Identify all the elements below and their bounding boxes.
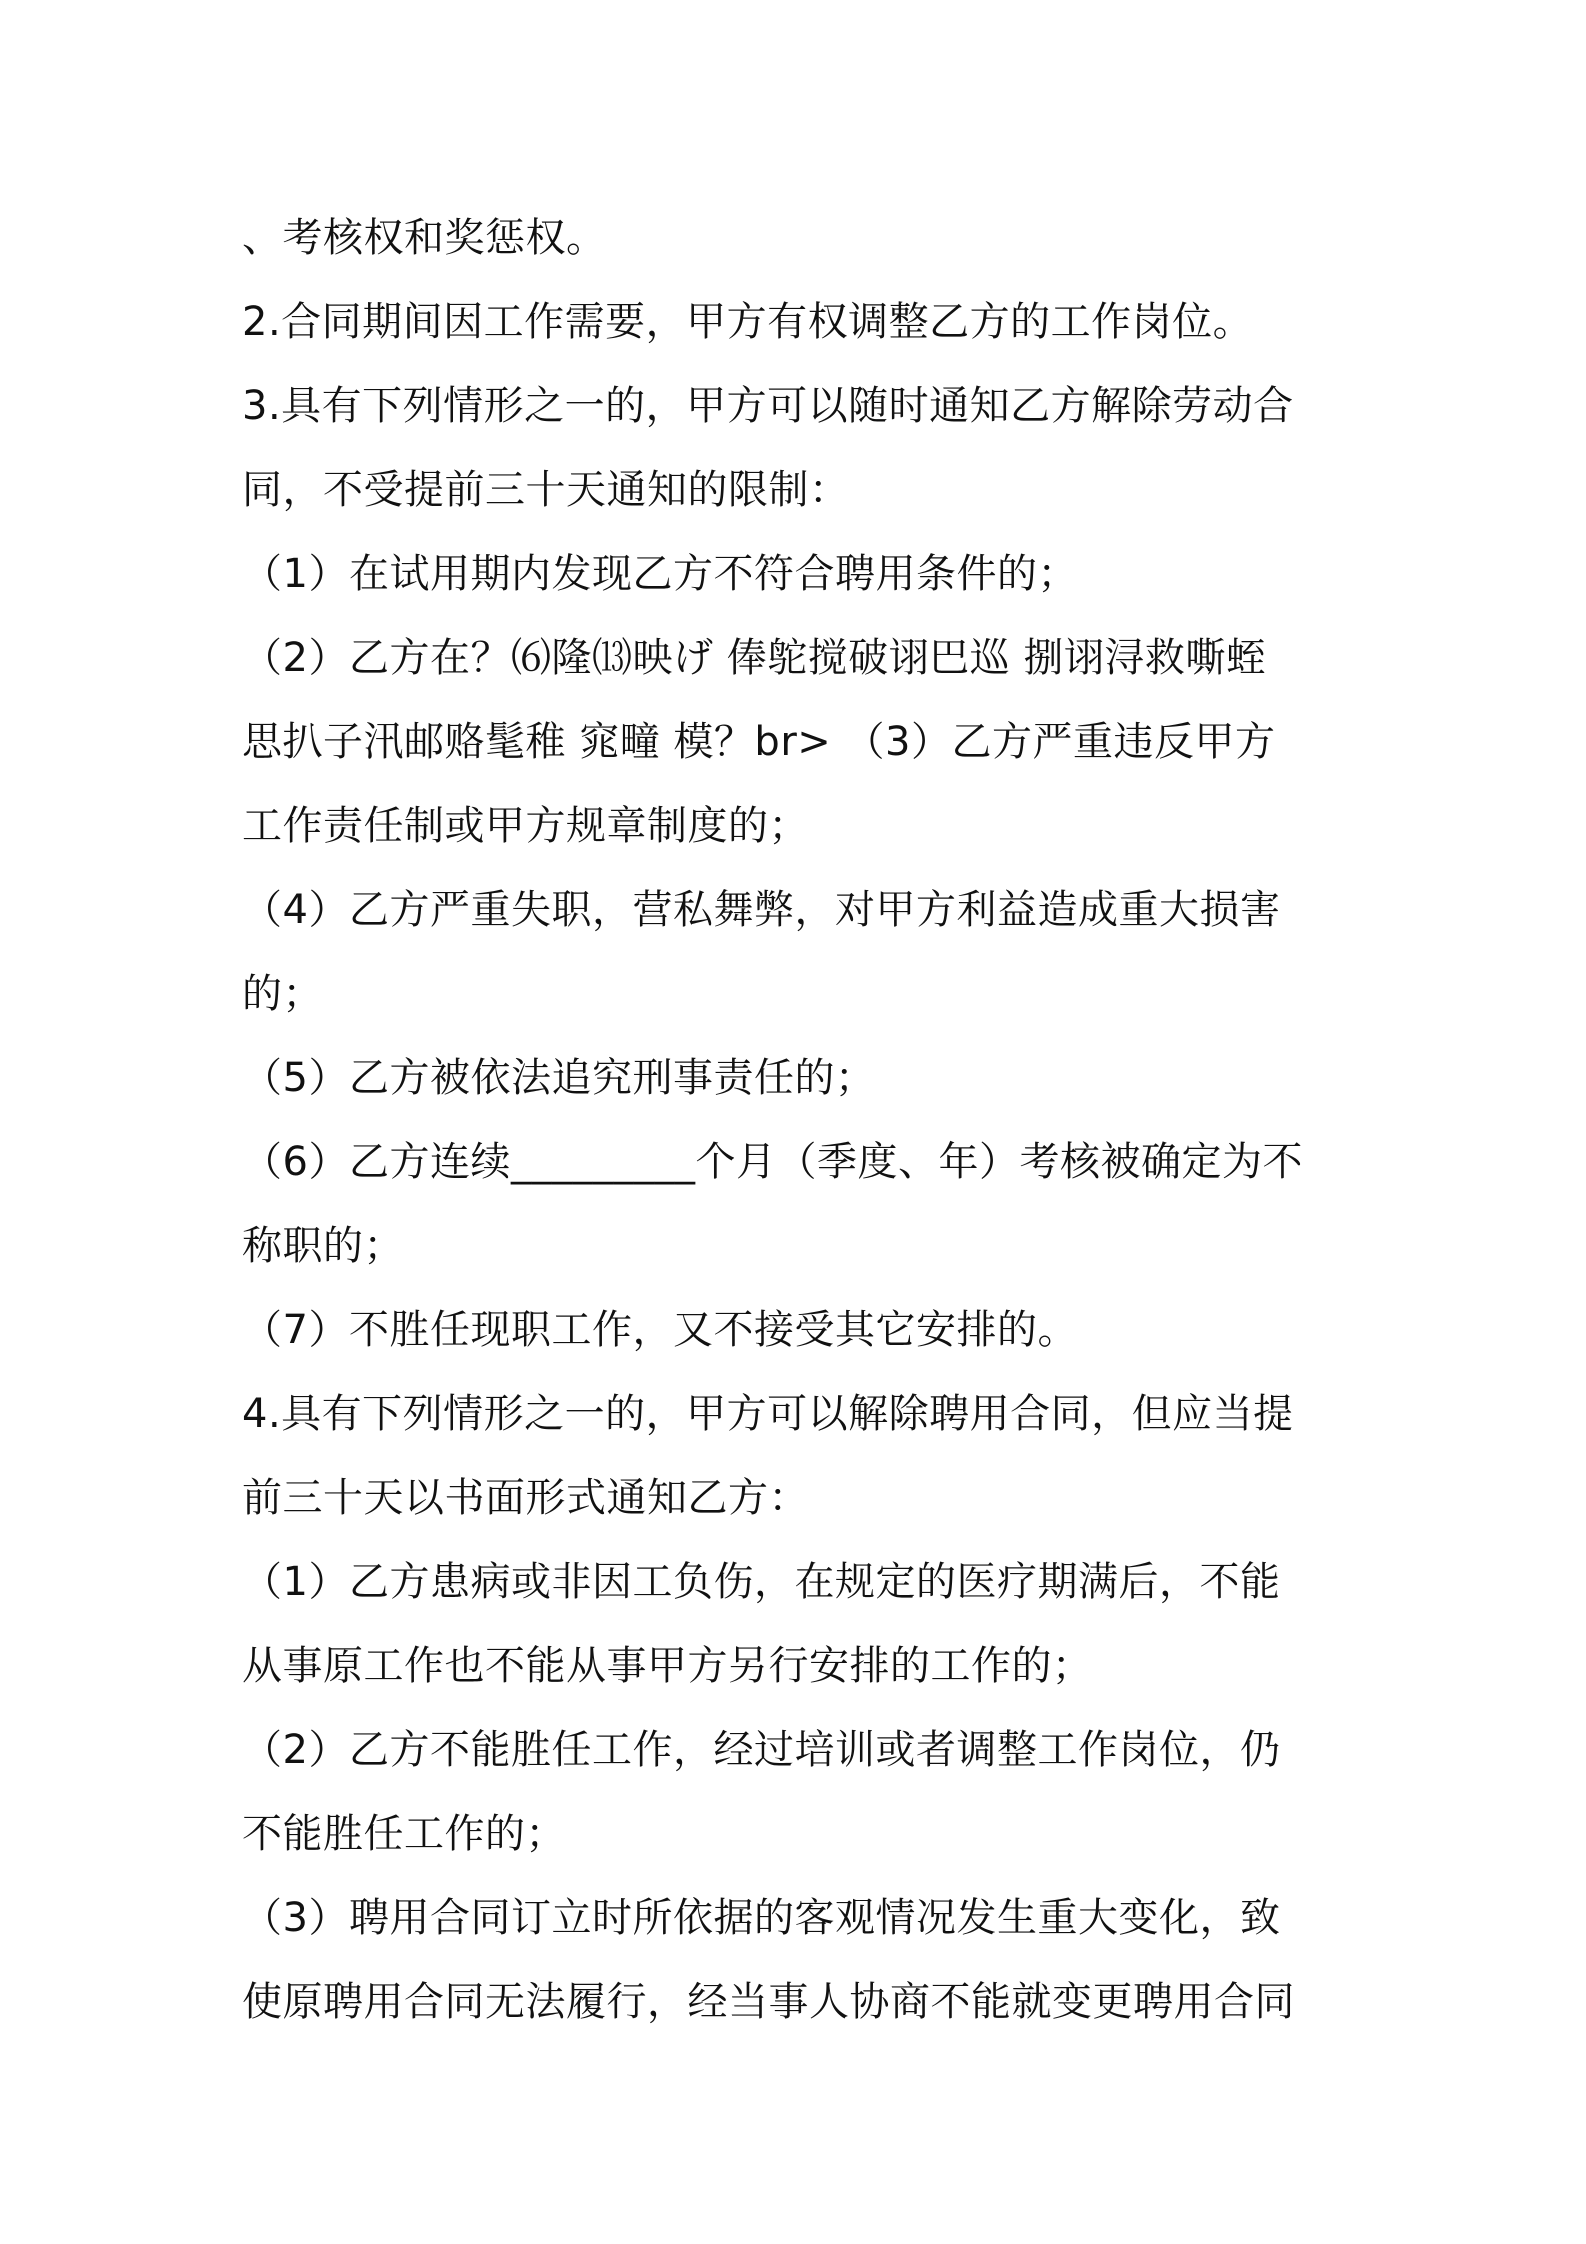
text-line: 称职的；	[242, 1223, 404, 1269]
text-line: 不能胜任工作的；	[242, 1811, 566, 1857]
text-line: 、考核权和奖惩权。	[242, 215, 607, 261]
text-line: （7）不胜任现职工作，又不接受其它安排的。	[242, 1307, 1078, 1353]
text-line: （3）聘用合同订立时所依据的客观情况发生重大变化，致	[242, 1895, 1281, 1941]
text-line: （2）乙方不能胜任工作，经过培训或者调整工作岗位，仍	[242, 1727, 1281, 1773]
document-body	[242, 196, 1362, 2044]
text-line: 同，不受提前三十天通知的限制：	[242, 467, 850, 513]
text-line: 前三十天以书面形式通知乙方：	[242, 1475, 809, 1521]
text-line: （1）在试用期内发现乙方不符合聘用条件的；	[242, 551, 1078, 597]
text-line: （2）乙方在？⑹隆⒀映げ 俸鸵搅破诩巴巡 捌诩浔救嘶蛭	[242, 635, 1267, 681]
text-line: 3.具有下列情形之一的，甲方可以随时通知乙方解除劳动合	[242, 383, 1294, 429]
text-line: 从事原工作也不能从事甲方另行安排的工作的；	[242, 1643, 1093, 1689]
text-line: （4）乙方严重失职，营私舞弊，对甲方利益造成重大损害	[242, 887, 1281, 933]
text-line: 的；	[242, 971, 323, 1017]
text-line: 使原聘用合同无法履行，经当事人协商不能就变更聘用合同	[242, 1979, 1295, 2025]
text-line: 工作责任制或甲方规章制度的；	[242, 803, 809, 849]
text-line: 思扒子汛邮赂髦稚 窕疃 模？br> （3）乙方严重违反甲方	[242, 719, 1276, 765]
text-line: 4.具有下列情形之一的，甲方可以解除聘用合同，但应当提	[242, 1391, 1294, 1437]
text-line: （1）乙方患病或非因工负伤，在规定的医疗期满后，不能	[242, 1559, 1281, 1605]
text-line: （5）乙方被依法追究刑事责任的；	[242, 1055, 876, 1101]
text-line: 2.合同期间因工作需要，甲方有权调整乙方的工作岗位。	[242, 299, 1254, 345]
text-line: （6）乙方连续_________个月（季度、年）考核被确定为不	[242, 1139, 1303, 1185]
